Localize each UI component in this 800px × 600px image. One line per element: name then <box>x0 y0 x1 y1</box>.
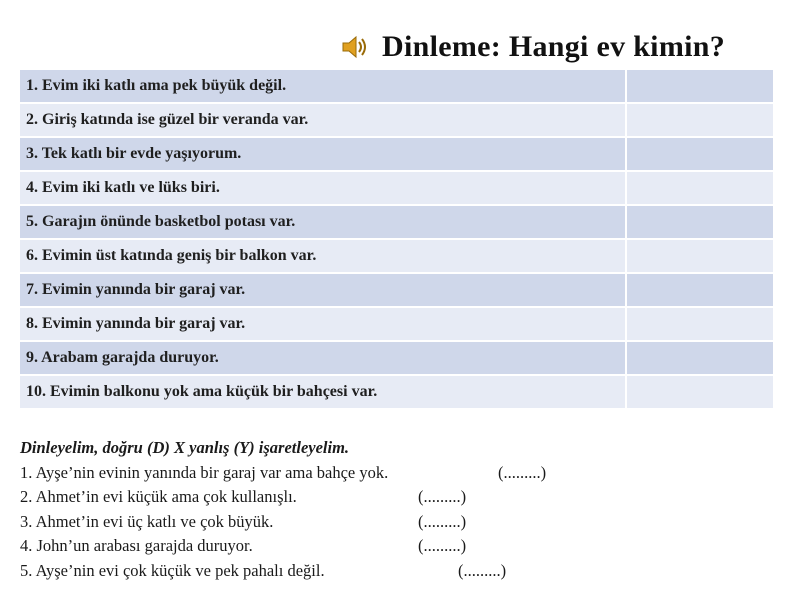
answer-cell[interactable] <box>626 375 774 409</box>
table-row <box>19 69 774 103</box>
table-row <box>19 205 774 239</box>
answer-blank[interactable]: (.........) <box>498 462 547 482</box>
question-text: 5. Ayşe’nin evi çok küçük ve pek pahalı değil. <box>20 560 325 580</box>
table-row <box>19 171 774 205</box>
true-false-section <box>20 436 790 583</box>
table-row <box>19 103 774 137</box>
answer-blank[interactable]: (.........) <box>418 536 467 555</box>
question-text: 3. Ahmet’in evi üç katlı ve çok büyük. <box>20 511 274 531</box>
statement-cell: 2. Giriş katında ise güzel bir veranda var. <box>19 103 626 137</box>
answer-blank[interactable]: (.........) <box>458 560 507 580</box>
statement-cell: 10. Evimin balkonu yok ama küçük bir bahçesi var. <box>19 375 626 409</box>
table-row <box>19 137 774 171</box>
answer-cell[interactable] <box>626 273 774 307</box>
statement-cell: 7. Evimin yanında bir garaj var. <box>19 273 626 307</box>
statement-cell: 9. Arabam garajda duruyor. <box>19 341 626 375</box>
title-bar <box>340 26 725 68</box>
answer-cell[interactable] <box>626 103 774 137</box>
answer-cell[interactable] <box>626 171 774 205</box>
page-title: Dinleme: Hangi ev kimin? <box>382 30 726 63</box>
question-text: 2. Ahmet’in evi küçük ama çok kullanışlı. <box>20 487 297 506</box>
answer-cell[interactable] <box>626 69 774 103</box>
statements-table <box>18 68 775 410</box>
question-row <box>20 559 790 584</box>
answer-blank[interactable]: (.........) <box>418 487 467 506</box>
table-row <box>19 375 774 409</box>
table-row <box>19 239 774 273</box>
answer-cell[interactable] <box>626 205 774 239</box>
question-row <box>20 461 790 486</box>
statement-cell: 6. Evimin üst katında geniş bir balkon var. <box>19 239 626 273</box>
statement-cell: 4. Evim iki katlı ve lüks biri. <box>19 171 626 205</box>
answer-cell[interactable] <box>626 307 774 341</box>
question-row <box>20 510 790 535</box>
speaker-icon[interactable] <box>340 32 370 62</box>
answer-blank[interactable]: (.........) <box>418 511 467 531</box>
statement-cell: 5. Garajın önünde basketbol potası var. <box>19 205 626 239</box>
answer-cell[interactable] <box>626 137 774 171</box>
table-row <box>19 341 774 375</box>
question-row <box>20 485 790 510</box>
statement-cell: 1. Evim iki katlı ama pek büyük değil. <box>19 69 626 103</box>
statement-cell: 3. Tek katlı bir evde yaşıyorum. <box>19 137 626 171</box>
table-row <box>19 307 774 341</box>
question-row <box>20 534 790 559</box>
table-row <box>19 273 774 307</box>
question-text: 1. Ayşe’nin evinin yanında bir garaj var ama bahçe yok. <box>20 462 389 482</box>
answer-cell[interactable] <box>626 341 774 375</box>
statement-cell: 8. Evimin yanında bir garaj var. <box>19 307 626 341</box>
question-text: 4. John’un arabası garajda duruyor. <box>20 536 253 555</box>
answer-cell[interactable] <box>626 239 774 273</box>
instruction-text: Dinleyelim, doğru (D) X yanlış (Y) işaretleyelim. <box>20 438 350 457</box>
